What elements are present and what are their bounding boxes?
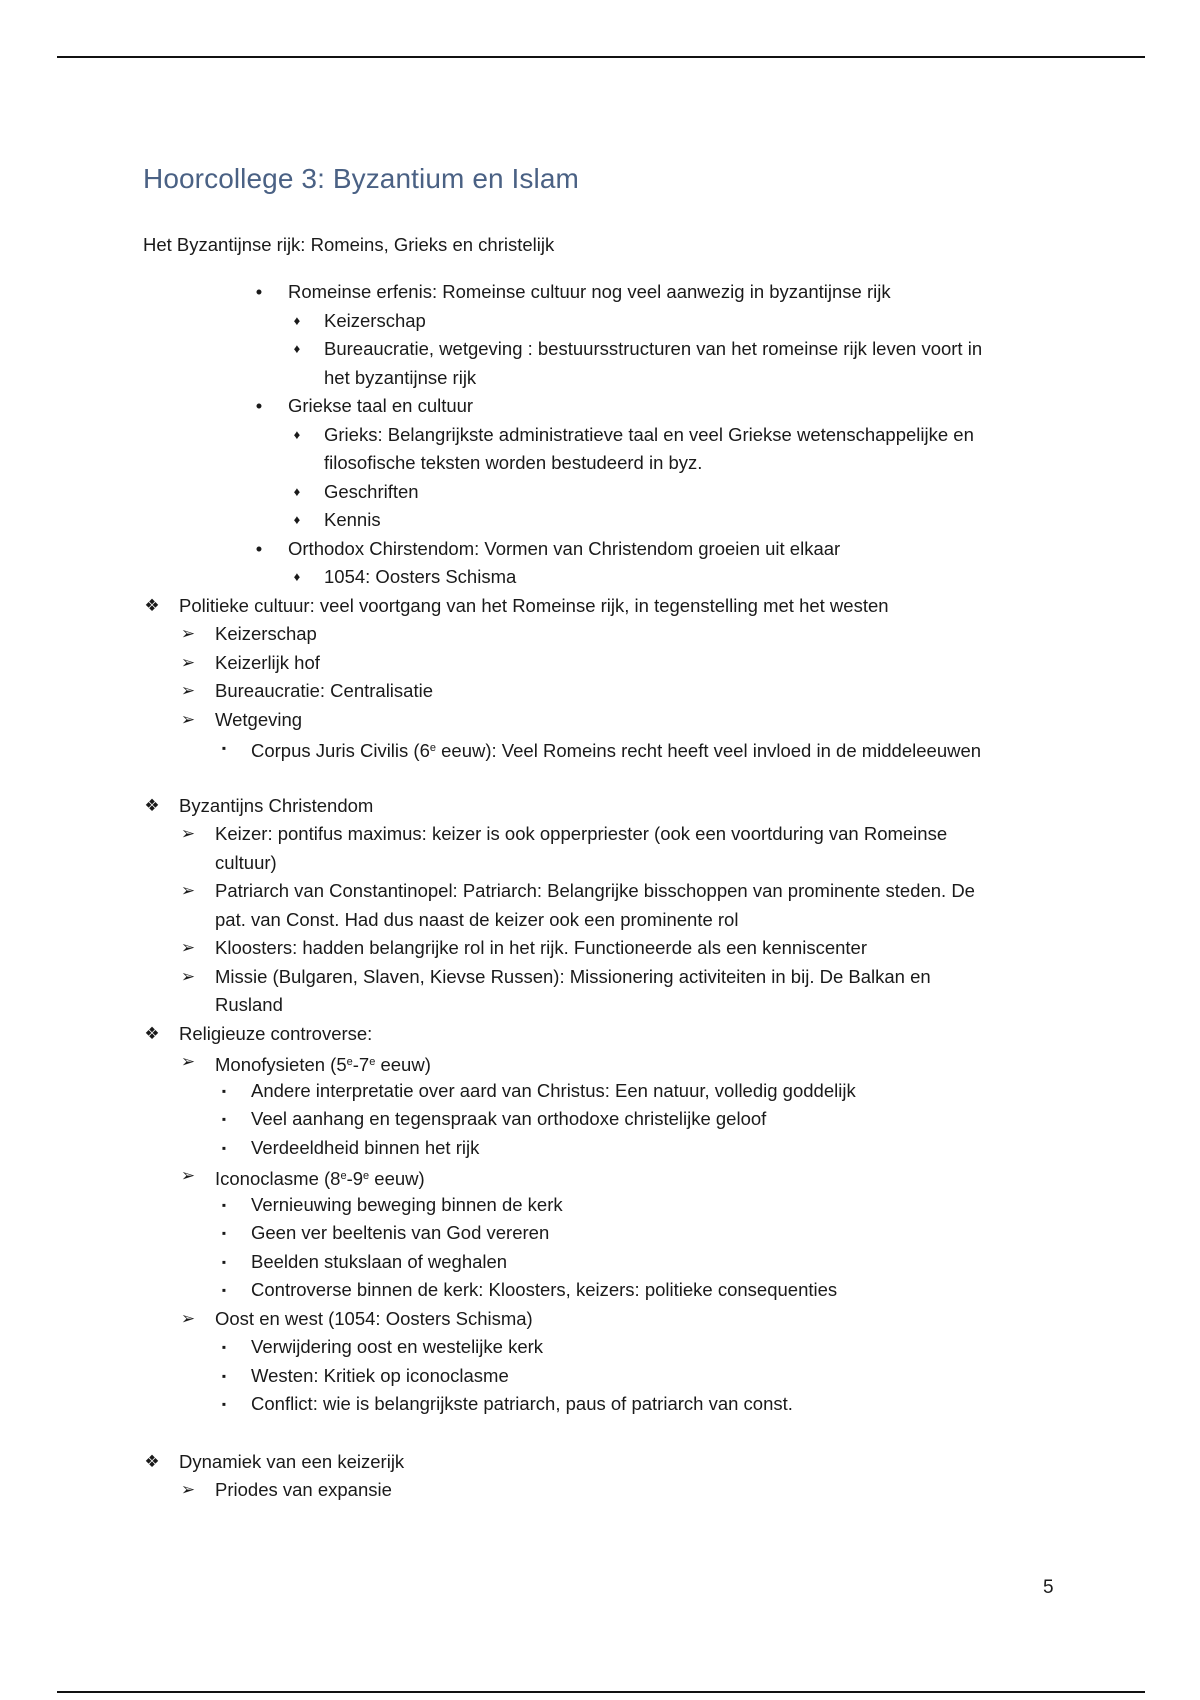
spacer — [0, 763, 1200, 792]
arrow-bullet-icon: ➢ — [180, 709, 196, 729]
list-item-text: Byzantijns Christendom — [179, 794, 374, 816]
list-item-text: filosofische teksten worden bestudeerd in byz. — [324, 452, 703, 473]
list-item — [0, 963, 1200, 992]
list-item — [0, 1020, 1200, 1049]
dot-bullet-icon: • — [255, 537, 263, 559]
list-item-text: Beelden stukslaan of weghalen — [251, 1250, 508, 1272]
arrow-bullet-icon: ➢ — [180, 1166, 196, 1185]
list-item-text: Missie (Bulgaren, Slaven, Kievse Russen): Missionering activiteiten in bij. De Balkan en — [215, 965, 931, 987]
list-item — [0, 278, 1200, 307]
arrow-bullet-icon: ➢ — [180, 1480, 196, 1499]
list-item — [0, 1191, 1200, 1220]
list-item-text: Politieke cultuur: veel voortgang van het Romeinse rijk, in tegenstelling met het westen — [179, 594, 889, 616]
list-item-text: Monofysieten (5e-7e eeuw) — [215, 1054, 431, 1075]
list-item — [0, 1333, 1200, 1362]
list-item-text: Bureaucratie, wetgeving : bestuursstructuren van het romeinse rijk leven voort in — [324, 338, 983, 359]
list-item-text: Kloosters: hadden belangrijke rol in het rijk. Functioneerde als een kenniscenter — [215, 937, 867, 958]
list-item-text: Religieuze controverse: — [179, 1022, 373, 1044]
square-bullet-icon: ▪ — [221, 1397, 227, 1411]
list-item-text: Verwijdering oost en westelijke kerk — [251, 1336, 544, 1357]
list-item-text: Vernieuwing beweging binnen de kerk — [251, 1193, 563, 1215]
header-rule — [57, 56, 1145, 58]
square-bullet-icon: ▪ — [221, 1283, 227, 1297]
arrow-bullet-icon: ➢ — [180, 938, 196, 957]
list-item-text: Veel aanhang en tegenspraak van orthodoxe christelijke geloof — [251, 1108, 767, 1129]
list-item — [0, 1305, 1200, 1334]
list-item-text: Griekse taal en cultuur — [288, 395, 474, 416]
list-item-text: Wetgeving — [215, 708, 303, 730]
list-item-text: Keizerschap — [215, 623, 317, 644]
list-item — [0, 1448, 1200, 1477]
list-item — [0, 1105, 1200, 1134]
list-item-text: Verdeeldheid binnen het rijk — [251, 1136, 480, 1158]
list-item — [0, 506, 1200, 535]
square-bullet-icon: ▪ — [221, 1226, 227, 1240]
page-number: 5 — [1043, 1577, 1054, 1598]
list-item — [0, 677, 1200, 706]
star-bullet-icon: ❖ — [144, 1023, 160, 1043]
list-item-text: Rusland — [215, 994, 283, 1015]
dot-bullet-icon: • — [255, 281, 263, 302]
diamond-bullet-icon: ♦ — [293, 569, 301, 584]
square-bullet-icon: ▪ — [221, 1197, 227, 1212]
arrow-bullet-icon: ➢ — [180, 1052, 196, 1071]
diamond-bullet-icon: ♦ — [293, 341, 301, 356]
section-intro: Het Byzantijnse rijk: Romeins, Grieks en christelijk — [143, 234, 555, 255]
spacer — [0, 1419, 1200, 1448]
list-item-text: Priodes van expansie — [215, 1479, 392, 1500]
list-item-continuation — [0, 906, 1200, 935]
list-item — [0, 620, 1200, 649]
star-bullet-icon: ❖ — [144, 1451, 160, 1471]
list-item — [0, 934, 1200, 963]
list-item-text: Dynamiek van een keizerijk — [179, 1450, 405, 1472]
arrow-bullet-icon: ➢ — [180, 824, 196, 843]
diamond-bullet-icon: ♦ — [293, 512, 301, 527]
dot-bullet-icon: • — [255, 395, 263, 416]
arrow-bullet-icon: ➢ — [180, 1308, 196, 1328]
list-item — [0, 592, 1200, 621]
list-item — [0, 535, 1200, 564]
list-item-text: Controverse binnen de kerk: Kloosters, keizers: politieke consequenties — [251, 1279, 838, 1300]
list-item — [0, 1276, 1200, 1305]
footer-rule — [57, 1691, 1145, 1693]
arrow-bullet-icon: ➢ — [180, 966, 196, 986]
square-bullet-icon: ▪ — [221, 1083, 227, 1098]
list-item-continuation — [0, 449, 1200, 478]
list-item-text: Patriarch van Constantinopel: Patriarch: Belangrijke bisschoppen van prominente steden. De — [215, 880, 975, 901]
list-item — [0, 1077, 1200, 1106]
list-item-text: Corpus Juris Civilis (6e eeuw): Veel Romeins recht heeft veel invloed in de middeleeuwen — [251, 740, 982, 761]
list-item — [0, 792, 1200, 821]
list-item-text: Romeinse erfenis: Romeinse cultuur nog veel aanwezig in byzantijnse rijk — [288, 281, 891, 302]
list-item — [0, 421, 1200, 450]
list-item-text: Keizer: pontifus maximus: keizer is ook opperpriester (ook een voortduring van Romeinse — [215, 823, 948, 844]
square-bullet-icon: ▪ — [221, 1112, 227, 1126]
list-item — [0, 563, 1200, 592]
arrow-bullet-icon: ➢ — [180, 881, 196, 900]
arrow-bullet-icon: ➢ — [180, 624, 196, 643]
list-item-continuation — [0, 991, 1200, 1020]
list-item — [0, 1476, 1200, 1505]
list-item-text: cultuur) — [215, 851, 277, 873]
list-item-text: Oost en west (1054: Oosters Schisma) — [215, 1307, 533, 1329]
diamond-bullet-icon: ♦ — [293, 312, 301, 328]
list-item — [0, 307, 1200, 336]
list-item-continuation — [0, 364, 1200, 393]
list-item-text: Kennis — [324, 509, 381, 530]
list-item — [0, 1362, 1200, 1391]
list-item — [0, 1248, 1200, 1277]
diamond-bullet-icon: ♦ — [293, 426, 301, 442]
arrow-bullet-icon: ➢ — [180, 652, 196, 672]
list-item-text: Grieks: Belangrijkste administratieve taal en veel Griekse wetenschappelijke en — [324, 423, 974, 445]
square-bullet-icon: ▪ — [221, 1368, 227, 1383]
square-bullet-icon: ▪ — [221, 1140, 227, 1155]
list-item — [0, 706, 1200, 735]
star-bullet-icon: ❖ — [144, 595, 160, 615]
diamond-bullet-icon: ♦ — [293, 483, 301, 499]
list-item — [0, 734, 1200, 763]
list-item-text: Bureaucratie: Centralisatie — [215, 680, 433, 701]
list-item — [0, 478, 1200, 507]
list-item-text: Keizerlijk hof — [215, 651, 320, 673]
list-item — [0, 335, 1200, 364]
list-item — [0, 649, 1200, 678]
list-item-text: het byzantijnse rijk — [324, 366, 477, 388]
list-item — [0, 1162, 1200, 1191]
list-item — [0, 820, 1200, 849]
list-item — [0, 392, 1200, 421]
document-body — [0, 278, 1200, 1505]
list-item-text: Geschriften — [324, 480, 419, 502]
list-item-text: Keizerschap — [324, 309, 426, 331]
list-item-text: Orthodox Chirstendom: Vormen van Christendom groeien uit elkaar — [288, 537, 841, 559]
list-item-text: Geen ver beeltenis van God vereren — [251, 1222, 550, 1243]
list-item — [0, 1048, 1200, 1077]
square-bullet-icon: ▪ — [221, 1340, 227, 1354]
list-item-continuation — [0, 849, 1200, 878]
list-item-text: Conflict: wie is belangrijkste patriarch, paus of patriarch van const. — [251, 1393, 793, 1414]
list-item — [0, 1390, 1200, 1419]
list-item — [0, 1219, 1200, 1248]
page-title: Hoorcollege 3: Byzantium en Islam — [143, 162, 579, 194]
square-bullet-icon: ▪ — [221, 1254, 227, 1269]
star-bullet-icon: ❖ — [144, 795, 160, 815]
list-item-text: Andere interpretatie over aard van Christus: Een natuur, volledig goddelijk — [251, 1079, 856, 1101]
list-item-text: Iconoclasme (8e-9e eeuw) — [215, 1168, 425, 1189]
list-item — [0, 877, 1200, 906]
list-item-text: pat. van Const. Had dus naast de keizer ook een prominente rol — [215, 908, 739, 930]
arrow-bullet-icon: ➢ — [180, 681, 196, 700]
list-item — [0, 1134, 1200, 1163]
square-bullet-icon: ▪ — [221, 741, 227, 755]
list-item-text: 1054: Oosters Schisma — [324, 566, 517, 587]
list-item-text: Westen: Kritiek op iconoclasme — [251, 1364, 509, 1386]
